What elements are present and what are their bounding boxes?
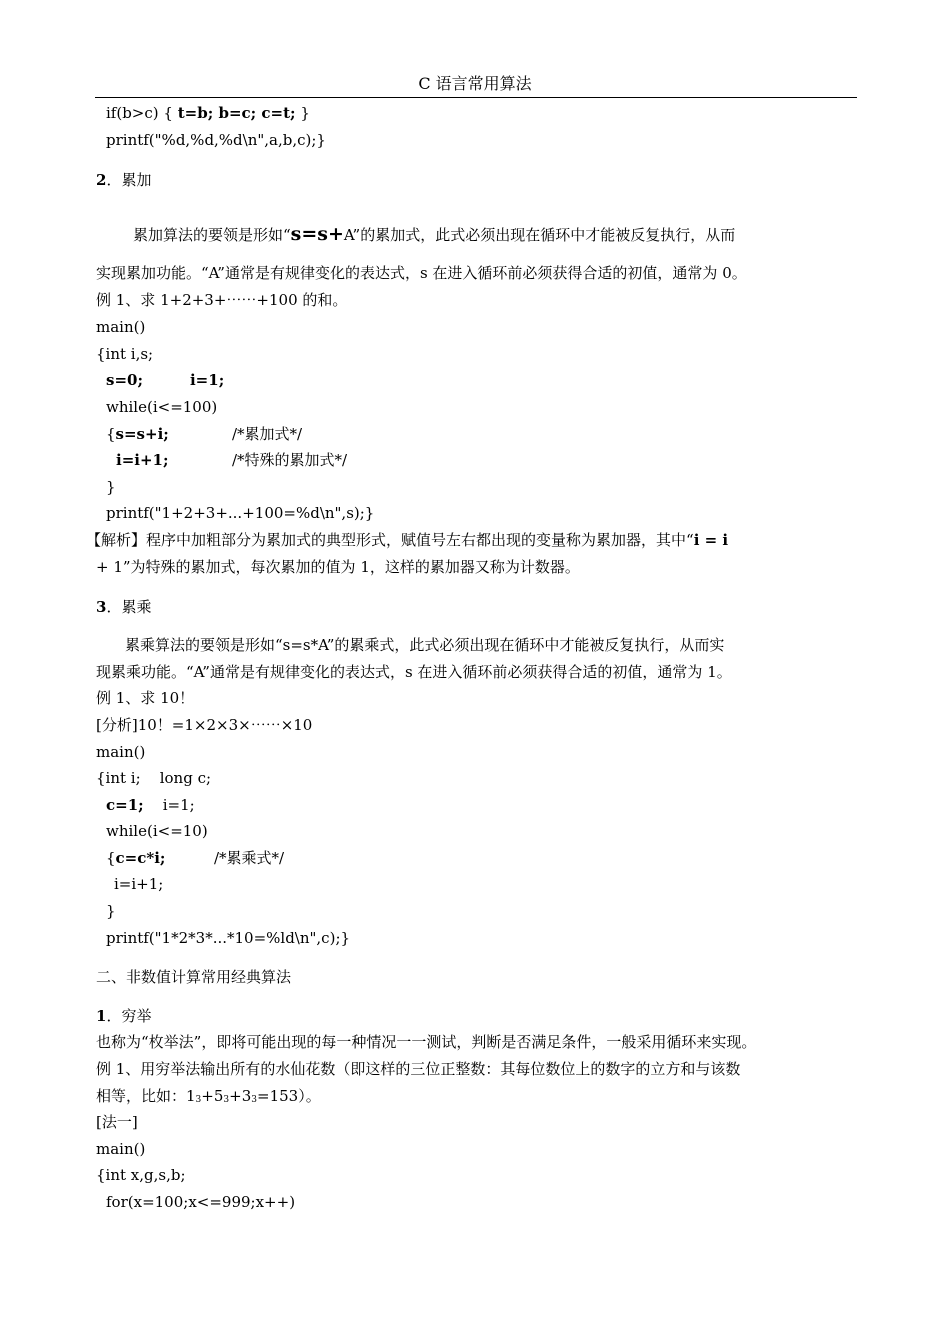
- code-text: {: [106, 425, 116, 443]
- code-line: {int i; long c;: [96, 769, 212, 787]
- code-line: while(i<=100): [106, 398, 218, 416]
- example-line: 例 1、用穷举法输出所有的水仙花数（即这样的三位正整数：其每位数位上的数字的立方和与该数: [96, 1060, 741, 1078]
- exponent: 3: [195, 1095, 202, 1105]
- code-bold: c=c*i;: [115, 849, 166, 867]
- example-line: 例 1、求 10！: [96, 689, 195, 707]
- text-span: 【解析】程序中加粗部分为累加式的典型形式，赋值号左右都出现的变量称为累加器，其中“: [86, 531, 694, 549]
- code-bold: s=s+i;: [115, 425, 169, 443]
- paragraph-line: 实现累加功能。“A”通常是有规律变化的表达式，s 在进入循环前必须获得合适的初值，通常为 0。: [96, 264, 747, 282]
- section-heading-multiply: [96, 596, 151, 618]
- analysis-line: [分析]10！=1×2×3×⋯⋯×10: [96, 716, 313, 734]
- code-line: main(): [96, 1140, 146, 1158]
- code-line: [106, 423, 169, 445]
- code-line: printf("1+2+3+...+100=%d\n",s);}: [106, 504, 375, 522]
- text-span: +5: [201, 1087, 224, 1105]
- code-line: for(x=100;x<=999;x++): [106, 1193, 296, 1211]
- section-title: ．穷举: [106, 1007, 152, 1025]
- code-line: [106, 794, 195, 816]
- paragraph-line: 累乘算法的要领是形如“s=s*A”的累乘式，此式必须出现在循环中才能被反复执行，从而实: [125, 636, 725, 654]
- code-line: main(): [96, 318, 146, 336]
- code-line-printf: printf("%d,%d,%d\n",a,b,c);}: [106, 131, 326, 149]
- exponent: 3: [251, 1095, 257, 1105]
- section-title: ．累乘: [106, 598, 152, 616]
- method-label: [法一]: [96, 1113, 138, 1131]
- text-bold: i = i: [693, 531, 729, 549]
- code-text: i=1;: [143, 796, 195, 814]
- code-text: }: [295, 104, 310, 122]
- text-span: A”的累加式，此式必须出现在循环中才能被反复执行，从而: [343, 226, 736, 244]
- code-comment: /*累乘式*/: [214, 849, 285, 867]
- formula-bold: s=s+: [290, 223, 344, 245]
- code-line: }: [106, 478, 116, 496]
- exponent: 3: [223, 1095, 230, 1105]
- text-span: +3: [229, 1087, 252, 1105]
- part-heading: 二、非数值计算常用经典算法: [96, 968, 292, 986]
- code-line-bold: s=0; i=1;: [106, 371, 225, 389]
- code-comment: /*累加式*/: [232, 425, 303, 443]
- section-heading-exhaustive: [96, 1005, 151, 1027]
- text-span: 累加算法的要领是形如“: [133, 226, 291, 244]
- example-line: 例 1、求 1+2+3+⋯⋯+100 的和。: [96, 291, 348, 309]
- paragraph-line: [133, 223, 735, 246]
- analysis-line: + 1”为特殊的累加式，每次累加的值为 1，这样的累加器又称为计数器。: [96, 558, 580, 576]
- code-line: while(i<=10): [106, 822, 208, 840]
- page-header-title: C 语言常用算法: [418, 74, 532, 93]
- code-bold: c=1;: [106, 796, 144, 814]
- code-line: [106, 847, 165, 869]
- example-line: [96, 1085, 321, 1111]
- section-title: ．累加: [106, 171, 152, 189]
- code-comment: /*特殊的累加式*/: [232, 451, 348, 469]
- code-line-if: [106, 102, 310, 124]
- code-text: {: [106, 849, 116, 867]
- section-number: 3: [96, 598, 107, 616]
- text-span: =153）。: [257, 1087, 321, 1105]
- section-heading-accumulate: [96, 169, 151, 191]
- analysis-line: [86, 529, 728, 551]
- paragraph-line: 也称为“枚举法”，即将可能出现的每一种情况一一测试，判断是否满足条件，一般采用循环来实现。: [96, 1033, 757, 1051]
- code-line: {int x,g,s,b;: [96, 1166, 186, 1184]
- header-rule: [95, 97, 857, 98]
- code-line: printf("1*2*3*...*10=%ld\n",c);}: [106, 929, 351, 947]
- code-bold: t=b; b=c; c=t;: [177, 104, 296, 122]
- code-line: i=i+1;: [114, 875, 164, 893]
- section-number: 1: [96, 1007, 107, 1025]
- text-span: 相等，比如：1: [96, 1087, 196, 1105]
- code-text: if(b>c) {: [106, 104, 178, 122]
- paragraph-line: 现累乘功能。“A”通常是有规律变化的表达式，s 在进入循环前必须获得合适的初值，通常为 1。: [96, 663, 732, 681]
- code-line-bold: i=i+1;: [116, 451, 169, 469]
- code-line: main(): [96, 743, 146, 761]
- code-line: {int i,s;: [96, 345, 154, 363]
- section-number: 2: [96, 171, 107, 189]
- code-line: }: [106, 902, 116, 920]
